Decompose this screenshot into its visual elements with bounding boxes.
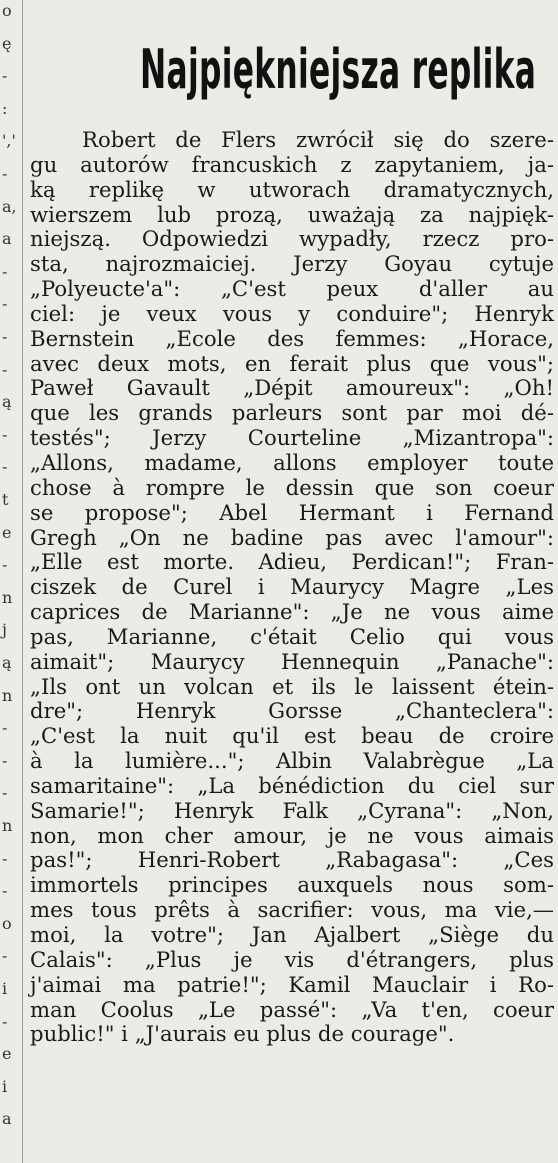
article-line: man Coolus „Le passé": „Va t'en, coeur: [30, 996, 554, 1022]
article-title: Najpiękniejsza replika: [140, 38, 537, 101]
article-line: à la lumière..."; Albin Valabrègue „La: [30, 748, 554, 774]
article-line: se propose"; Abel Hermant i Fernand: [30, 499, 554, 525]
margin-fragment: e: [2, 1044, 12, 1064]
margin-fragment: ą: [2, 653, 12, 672]
article-line: Bernstein „Ecole des femmes: „Horace,: [30, 325, 554, 351]
article-line: avec deux mots, en ferait plus que vous";: [30, 350, 554, 376]
article-line: aimait"; Maurycy Hennequin „Panache":: [30, 648, 554, 674]
margin-fragment: -: [2, 783, 8, 803]
article-line: gu autorów francuskich z zapytaniem, ja-: [30, 151, 554, 177]
margin-fragment: n: [2, 587, 13, 607]
article-line: testés"; Jerzy Courteline „Mizantropa":: [30, 425, 554, 451]
article-line: Paweł Gavault „Dépit amoureux": „Oh!: [30, 375, 554, 401]
article-line: Calais": „Plus je vis d'étrangers, plus: [30, 946, 554, 972]
margin-fragment: i: [2, 979, 8, 998]
adjacent-column-fragments: [0, 0, 23, 1163]
article-line: „C'est la nuit qu'il est beau de croire: [30, 723, 554, 749]
article-line: caprices de Marianne": „Je ne vous aime: [30, 599, 554, 625]
margin-fragment: -: [2, 294, 8, 314]
margin-fragment: -: [2, 327, 8, 346]
article-line: „Polyeucte'a": „C'est peux d'aller au: [30, 276, 554, 302]
margin-fragment: n: [2, 816, 13, 835]
article-line: que les grands parleurs sont par moi dé-: [30, 400, 554, 426]
article-line: „Ils ont un volcan et ils le laissent étein-: [30, 673, 554, 699]
margin-fragment: i: [2, 1076, 8, 1096]
article-line: ciszek de Curel i Maurycy Magre „Les: [30, 574, 554, 600]
margin-fragment: -: [2, 555, 8, 575]
margin-fragment: o: [2, 913, 12, 933]
margin-fragment: a: [2, 229, 12, 249]
article-line: immortels principes auxquels nous som-: [30, 872, 554, 898]
margin-fragment: -: [2, 424, 8, 444]
margin-fragment: -: [2, 848, 8, 868]
article-line: samaritaine": „La bénédiction du ciel sur: [30, 772, 554, 798]
article-line: sta, najrozmaiciej. Jerzy Goyau cytuje: [30, 251, 554, 277]
margin-fragment: ',': [2, 131, 16, 151]
margin-fragment: -: [2, 164, 8, 183]
margin-fragment: t: [2, 490, 9, 509]
article-line: Samarie!"; Henryk Falk „Cyrana": „Non,: [30, 797, 554, 823]
article-line: pas, Marianne, c'était Celio qui vous: [30, 623, 554, 649]
article-line: „Elle est morte. Adieu, Perdican!"; Fran-: [30, 549, 554, 575]
margin-fragment: -: [2, 718, 8, 738]
margin-fragment: ą: [2, 392, 12, 412]
margin-fragment: -: [2, 946, 8, 966]
article-line: chose à rompre le dessin que son coeur: [30, 474, 554, 500]
margin-fragment: a: [2, 1109, 12, 1129]
margin-fragment: o: [2, 1, 12, 20]
article-line: pas!"; Henri-Robert „Rabagasa": „Ces: [30, 847, 554, 873]
margin-fragment: -: [2, 1011, 8, 1031]
article-line: „Allons, madame, allons employer toute: [30, 449, 554, 475]
margin-fragment: -: [2, 66, 8, 86]
margin-fragment: -: [2, 457, 8, 477]
margin-fragment: a,: [2, 196, 17, 216]
margin-fragment: j: [2, 620, 7, 640]
article-line: Gregh „On ne badine pas avec l'amour":: [30, 524, 554, 550]
margin-fragment: -: [2, 261, 8, 281]
margin-fragment: -: [2, 881, 8, 901]
margin-fragment: -: [2, 359, 8, 379]
margin-fragment: ę: [2, 33, 12, 53]
margin-fragment: -: [2, 750, 8, 770]
article-line: j'aimai ma patrie!"; Kamil Mauclair i Ro-: [30, 971, 554, 997]
article-line: ką replikę w utworach dramatycznych,: [30, 176, 554, 202]
margin-fragment: n: [2, 685, 13, 705]
article-line: public!" i „J'aurais eu plus de courage".: [30, 1021, 455, 1047]
margin-fragment: e: [2, 522, 12, 542]
article-body: [30, 128, 554, 1047]
article-line: wierszem lub prozą, uważają za najpięk-: [30, 201, 554, 227]
margin-fragment: :: [2, 98, 8, 118]
article-line: ciel: je veux vous y conduire"; Henryk: [30, 300, 554, 326]
article-line: dre"; Henryk Gorsse „Chanteclera":: [30, 698, 554, 724]
article-line: Robert de Flers zwrócił się do szere-: [82, 127, 554, 152]
article-line: niejszą. Odpowiedzi wypadły, rzecz pro-: [30, 226, 554, 252]
article-line: moi, la votre"; Jan Ajalbert „Siège du: [30, 922, 554, 947]
article-line: mes tous prêts à sacrifier: vous, ma vie,—: [30, 897, 554, 923]
article-line: non, mon cher amour, je ne vous aimais: [30, 822, 554, 848]
